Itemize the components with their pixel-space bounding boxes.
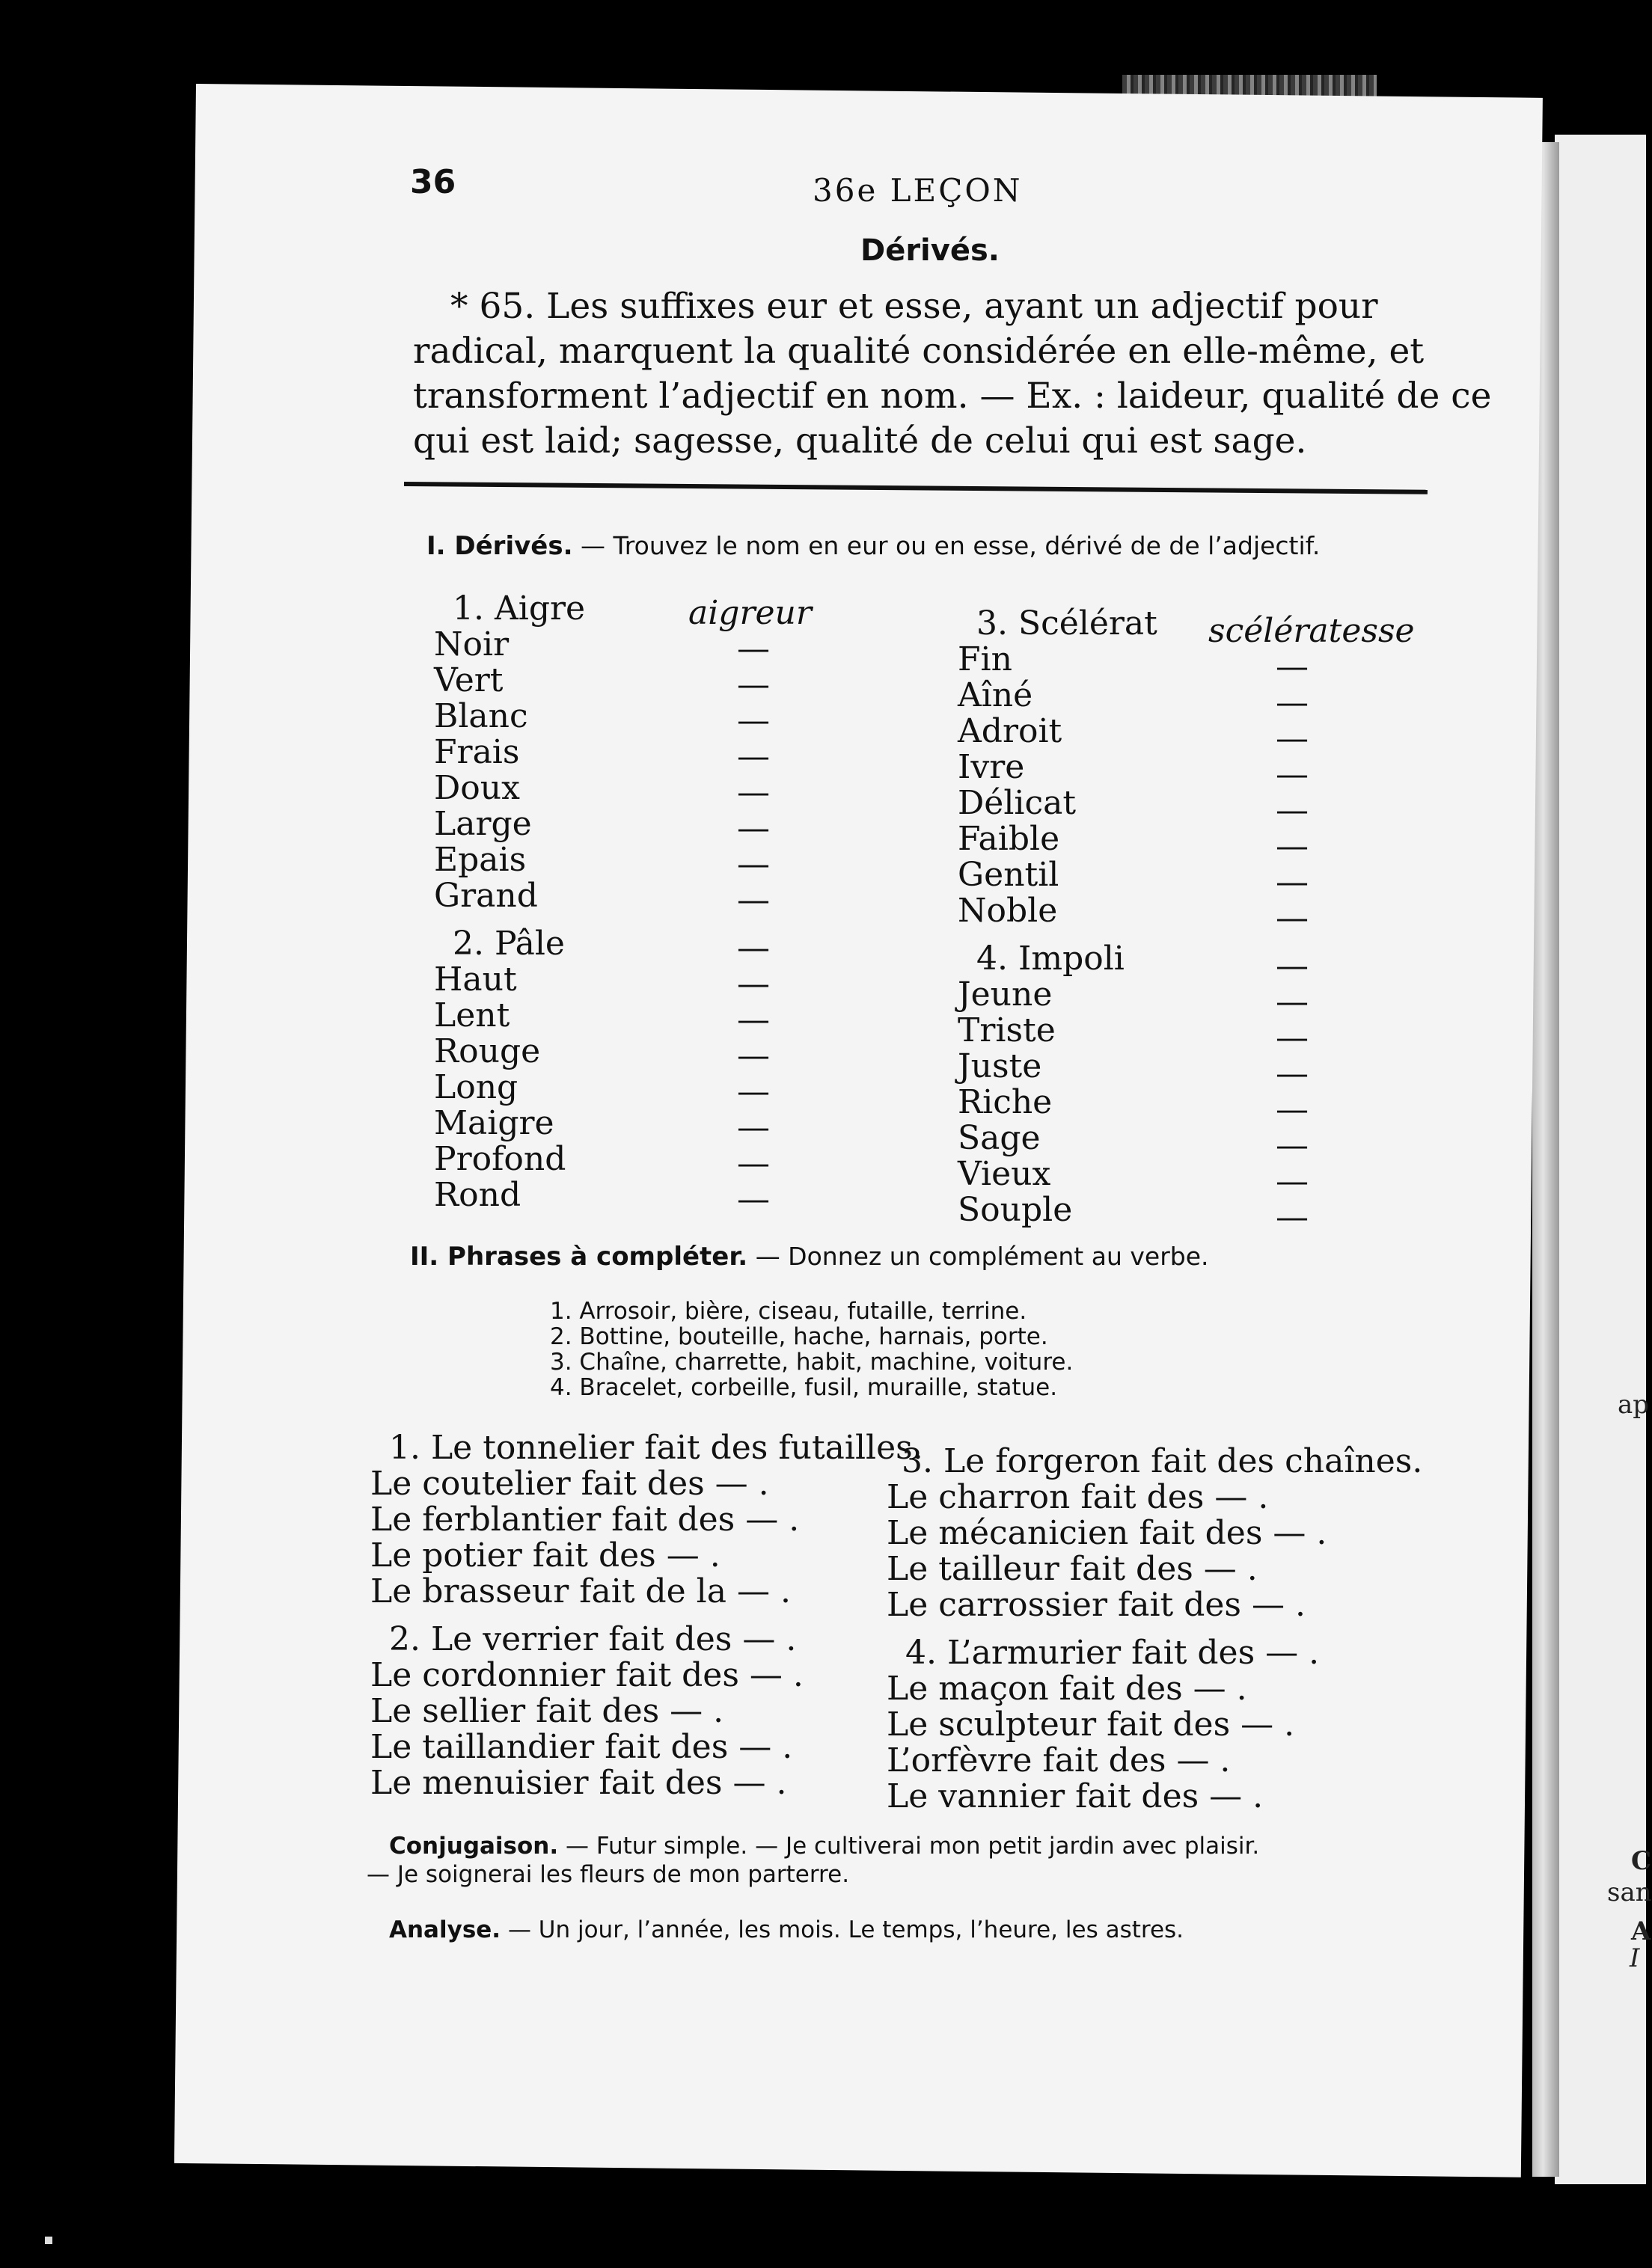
blank-dash: — (1276, 983, 1309, 1021)
blank-dash: — (737, 630, 770, 668)
list-item: Vieux (958, 1155, 1051, 1193)
right-blanks (1276, 649, 1309, 1236)
list-item: Profond (434, 1140, 566, 1178)
list-item: Noir (434, 625, 510, 663)
word-list: 4. Bracelet, corbeille, fusil, muraille, statue. (550, 1374, 1058, 1401)
blank-dash: — (1276, 1198, 1309, 1236)
analyse-line (389, 1916, 1184, 1943)
list-item: Grand (434, 877, 538, 915)
sentence: Le sculpteur fait des — . (887, 1705, 1295, 1744)
right-column (958, 606, 1157, 1228)
edge-fragment: I (1630, 1943, 1640, 1973)
list-item: Juste (958, 1047, 1042, 1085)
sentences-left (370, 1430, 923, 1801)
lesson-title: Dérivés. (860, 233, 1000, 268)
blank-dash: — (737, 809, 770, 848)
blank-dash: — (1276, 791, 1309, 830)
sentence: Le carrossier fait des — . (887, 1586, 1306, 1624)
blank-dash: — (1276, 899, 1309, 937)
example-answer-left: aigreur (688, 594, 812, 632)
page-number: 36 (410, 163, 456, 201)
blank-dash: — (1276, 1091, 1309, 1129)
blank-dash: — (1276, 947, 1309, 985)
list-item: Long (434, 1068, 518, 1106)
section-1-instruction: — Trouvez le nom en eur ou en esse, dérivé de de l’adjectif. (580, 531, 1321, 560)
list-item: Large (434, 805, 532, 843)
section-2-title (410, 1242, 1209, 1272)
list-item: Riche (958, 1083, 1053, 1121)
blank-dash: — (737, 1180, 770, 1219)
sentence: Le tailleur fait des — . (887, 1550, 1258, 1588)
list-item: Délicat (958, 784, 1077, 822)
list-item: Faible (958, 820, 1060, 858)
list-item: Souple (958, 1191, 1073, 1229)
blank-dash: — (737, 881, 770, 919)
rule-line: qui est laid; sagesse, qualité de celui qui est sage. (413, 420, 1307, 462)
list-item: Sage (958, 1119, 1041, 1157)
blank-dash: — (1276, 863, 1309, 901)
blank-dash: — (737, 1144, 770, 1183)
sentence: 4. L’armurier fait des — . (905, 1634, 1320, 1672)
list-item: Lent (434, 996, 510, 1035)
sentence: Le maçon fait des — . (887, 1670, 1247, 1708)
conjugaison-text: — Futur simple. — Je cultiverai mon petit jardin avec plaisir. (566, 1833, 1260, 1860)
list-item: Rond (434, 1176, 521, 1214)
word-list: 2. Bottine, bouteille, hache, harnais, porte. (550, 1323, 1048, 1350)
edge-fragment: san (1607, 1878, 1652, 1907)
rule-paragraph (413, 284, 1491, 464)
blank-dash: — (737, 1073, 770, 1111)
rule-line: transforment l’adjectif en nom. — Ex. : laideur, qualité de ce (413, 376, 1492, 417)
conjugaison-line (389, 1833, 1259, 1860)
conjugaison-line-2: — Je soignerai les fleurs de mon parterre. (367, 1861, 850, 1888)
list-item: Vert (434, 661, 504, 699)
list-item: Adroit (958, 712, 1062, 750)
blank-dash: — (737, 1001, 770, 1039)
sentences-right (887, 1444, 1422, 1815)
blank-dash: — (737, 965, 770, 1003)
sentence: L’orfèvre fait des — . (887, 1741, 1231, 1780)
sentence: Le potier fait des — . (370, 1536, 721, 1575)
list-item: Rouge (434, 1032, 541, 1070)
sentence: Le menuisier fait des — . (370, 1764, 787, 1802)
blank-dash: — (1276, 684, 1309, 722)
list-item: 3. Scélérat (976, 604, 1157, 643)
sentence: Le brasseur fait de la — . (370, 1572, 791, 1610)
blank-dash: — (737, 845, 770, 883)
blank-dash: — (1276, 1162, 1309, 1201)
example-answer-right: scélératesse (1208, 612, 1415, 650)
sentence: 3. Le forgeron fait des chaînes. (902, 1442, 1423, 1480)
blank-dash: — (737, 1109, 770, 1147)
sentence: 2. Le verrier fait des — . (389, 1620, 797, 1658)
word-list: 3. Chaîne, charrette, habit, machine, voiture. (550, 1349, 1074, 1376)
blank-dash: — (1276, 1127, 1309, 1165)
list-item: Noble (958, 892, 1058, 930)
blank-dash: — (737, 929, 770, 967)
section-2-instruction: — Donnez un complément au verbe. (755, 1242, 1209, 1271)
left-column (434, 591, 585, 1213)
list-item: Haut (434, 960, 517, 999)
scan-mark (45, 2237, 52, 2244)
section-1-heading: I. Dérivés. (426, 531, 573, 561)
analyse-label: Analyse. (389, 1916, 501, 1943)
blank-dash: — (737, 738, 770, 776)
blank-dash: — (737, 666, 770, 704)
blank-dash: — (737, 773, 770, 812)
sentence: Le vannier fait des — . (887, 1777, 1264, 1815)
list-item: Doux (434, 769, 520, 807)
list-item: Maigre (434, 1104, 554, 1142)
adjacent-page (1555, 135, 1646, 2184)
list-item: Triste (958, 1011, 1056, 1049)
blank-dash: — (1276, 756, 1309, 794)
conjugaison-label: Conjugaison. (389, 1833, 559, 1860)
list-item: 2. Pâle (453, 925, 565, 963)
blank-dash: — (1276, 648, 1309, 686)
sentence: Le sellier fait des — . (370, 1692, 724, 1730)
list-item: Epais (434, 841, 527, 879)
word-lists (550, 1299, 1073, 1400)
analyse-text: — Un jour, l’année, les mois. Le temps, l’heure, les astres. (507, 1916, 1184, 1943)
section-1-title (426, 531, 1320, 561)
blank-dash: — (1276, 827, 1309, 865)
edge-fragment: A (1631, 1916, 1651, 1946)
list-item: 4. Impoli (976, 940, 1125, 978)
sentence: Le mécanicien fait des — . (887, 1514, 1327, 1552)
rule-line: * 65. Les suffixes eur et esse, ayant un adjectif pour (450, 286, 1378, 327)
sentence: Le taillandier fait des — . (370, 1728, 793, 1766)
list-item: Blanc (434, 697, 528, 735)
list-item: Frais (434, 733, 520, 771)
word-list: 1. Arrosoir, bière, ciseau, futaille, terrine. (550, 1298, 1027, 1325)
sentence: Le charron fait des — . (887, 1478, 1269, 1516)
sentence: Le coutelier fait des — . (370, 1465, 769, 1503)
sentence: 1. Le tonnelier fait des futailles. (389, 1429, 923, 1467)
list-item: Ivre (958, 748, 1025, 786)
list-item: Gentil (958, 856, 1059, 894)
blank-dash: — (1276, 1055, 1309, 1093)
sentence: Le ferblantier fait des — . (370, 1501, 800, 1539)
section-2-heading: II. Phrases à compléter. (410, 1242, 748, 1272)
blank-dash: — (1276, 720, 1309, 758)
sentence: Le cordonnier fait des — . (370, 1656, 804, 1694)
blank-dash: — (737, 702, 770, 740)
blank-dash: — (737, 1037, 770, 1075)
list-item: Aîné (958, 676, 1033, 714)
lesson-heading: 36e LEÇON (813, 172, 1023, 209)
list-item: 1. Aigre (453, 589, 586, 628)
list-item: Fin (958, 640, 1012, 678)
edge-fragment: ap (1618, 1390, 1650, 1420)
blank-dash: — (1276, 1019, 1309, 1057)
rule-line: radical, marquent la qualité considérée en elle-même, et (413, 331, 1425, 372)
list-item: Jeune (958, 975, 1053, 1014)
edge-fragment: C (1631, 1846, 1652, 1876)
left-blanks (737, 631, 770, 1218)
